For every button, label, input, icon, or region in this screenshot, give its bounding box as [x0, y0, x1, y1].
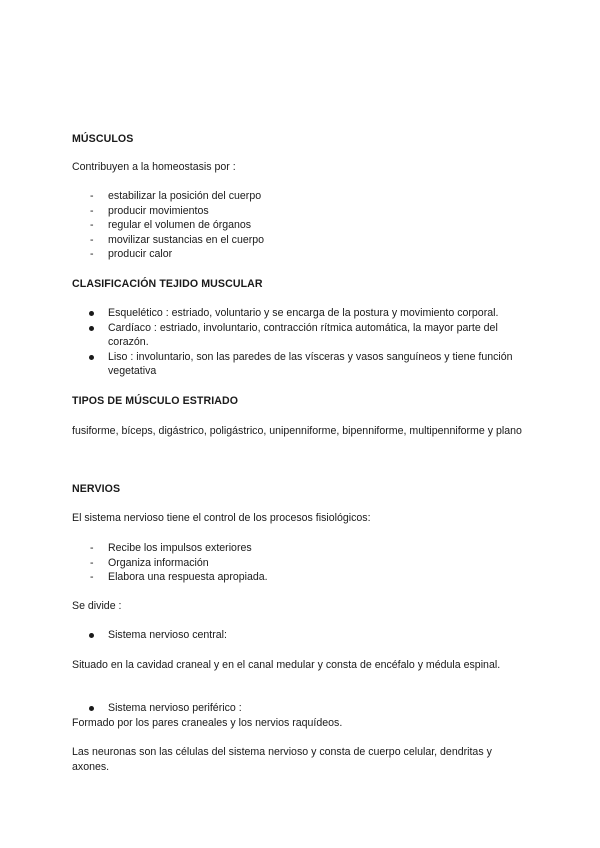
dash-marker: - [90, 556, 94, 569]
dash-marker: - [90, 190, 94, 202]
bullet-icon [89, 633, 94, 638]
list-item: - Recibe los impulsos exteriores [90, 542, 252, 554]
list-item: - movilizar sustancias en el cuerpo [90, 233, 265, 246]
tipos-heading: TIPOS DE MÚSCULO ESTRIADO [72, 395, 239, 407]
tipos-text: fusiforme, bíceps, digástrico, poligástrico, unipenniforme, bipenniforme, multipenniforme y plano [72, 425, 522, 437]
dash-marker: - [90, 233, 94, 246]
bullet-icon [89, 326, 94, 331]
bullet-icon [89, 706, 94, 711]
bullet-icon [89, 311, 94, 316]
musculos-list [72, 189, 264, 262]
list-item: - producir movimientos [90, 204, 209, 217]
dash-marker: - [90, 571, 94, 584]
musculos-intro: Contribuyen a la homeostasis por : [72, 161, 236, 173]
clasificacion-heading: CLASIFICACIÓN TEJIDO MUSCULAR [72, 278, 263, 290]
list-item: Cardíaco : estriado, involuntario, contracción rítmica automática, la mayor parte del corazón. [72, 321, 532, 350]
divide-label: Se divide : [72, 600, 122, 612]
central-bullet: Sistema nervioso central: [72, 628, 532, 643]
list-item: Liso : involuntario, son las paredes de las vísceras y vasos sanguíneos y tiene función vegetativa [72, 350, 532, 379]
list-item: - Elabora una respuesta apropiada. [90, 571, 268, 584]
bullet-icon [89, 355, 94, 360]
dash-marker: - [90, 542, 94, 554]
central-text: Situado en la cavidad craneal y en el canal medular y consta de encéfalo y médula espinal. [72, 659, 501, 671]
list-item: - Organiza información [90, 556, 209, 569]
list-item: - regular el volumen de órganos [90, 219, 252, 232]
clasificacion-list [72, 306, 532, 379]
nervios-list [72, 541, 268, 585]
document-page [72, 0, 532, 773]
dash-marker: - [90, 204, 94, 217]
list-item: - estabilizar la posición del cuerpo [90, 190, 262, 202]
musculos-heading: MÚSCULOS [72, 133, 134, 145]
neuronas-text: Las neuronas son las células del sistema nervioso y consta de cuerpo celular, dendritas y axones. [72, 746, 492, 773]
list-item: Esquelético : estriado, voluntario y se encarga de la postura y movimiento corporal. [72, 306, 532, 321]
periferico-text: Formado por los pares craneales y los nervios raquídeos. [72, 717, 343, 729]
dash-marker: - [90, 248, 94, 261]
dash-marker: - [90, 219, 94, 232]
nervios-intro: El sistema nervioso tiene el control de los procesos fisiológicos: [72, 512, 371, 524]
nervios-heading: NERVIOS [72, 483, 121, 495]
list-item: - producir calor [90, 248, 173, 261]
periferico-bullet: Sistema nervioso periférico : [72, 701, 532, 716]
